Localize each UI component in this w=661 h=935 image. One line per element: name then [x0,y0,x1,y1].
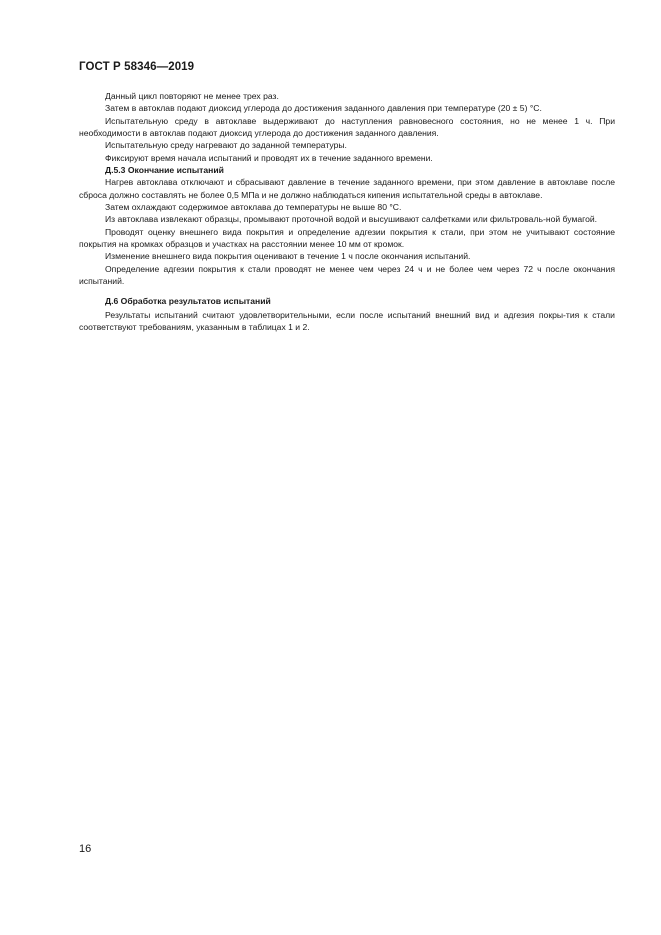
subsection-heading-d53: Д.5.3 Окончание испытаний [105,165,224,176]
paragraph-co2-supply: Затем в автоклав подают диоксид углерода до достижения заданного давления при температуре (20 ± 5) °С. [105,103,542,114]
paragraph-adhesion-timing: Определение адгезии покрытия к стали проводят не менее чем через 24 ч и не более чем через 72 ч после окончания испытаний. [79,263,615,287]
paragraph-cycle-repeat: Данный цикл повторяют не менее трех раз. [105,91,279,101]
document-body [79,90,615,334]
paragraph-cooling: Затем охлаждают содержимое автоклава до температуры не выше 80 °С. [105,202,402,213]
paragraph-pressure-release: Нагрев автоклава отключают и сбрасывают давление в течение заданного времени, при этом давление в автоклаве после сброса должно составлять не более 0,5 МПа и не должно наблюдаться кипения испытательной среды в автоклаве. [79,177,615,200]
paragraph-sample-removal: Из автоклава извлекают образцы, промывают проточной водой и высушивают салфетками или фильтроваль-ной бумагой. [105,214,598,225]
paragraph-appearance-change: Изменение внешнего вида покрытия оценивают в течение 1 ч после окончания испытаний. [105,251,471,262]
page-number: 16 [79,843,92,855]
section-heading-d6: Д.6 Обработка результатов испытаний [105,295,271,306]
paragraph-equilibrium: Испытательную среду в автоклаве выдерживают до наступления равновесного состояния, но не менее 1 ч. При необходимости в автоклав подают диоксид углерода до достижения заданного давления. [79,115,615,139]
document-header: ГОСТ Р 58346—2019 [79,61,195,73]
paragraph-start-time: Фиксируют время начала испытаний и проводят их в течение заданного времени. [105,152,433,163]
paragraph-coating-assessment: Проводят оценку внешнего вида покрытия и определение адгезии покрытия к стали, при этом не учитывают состояние покрытия на кромках образцов и участках на расстоянии менее 10 мм от кромок. [79,226,615,250]
paragraph-heating: Испытательную среду нагревают до заданной температуры. [105,140,347,151]
paragraph-results: Результаты испытаний считают удовлетворительными, если после испытаний внешний вид и адгезия покры-тия к стали соответствуют требованиям, указанным в таблицах 1 и 2. [79,309,615,333]
